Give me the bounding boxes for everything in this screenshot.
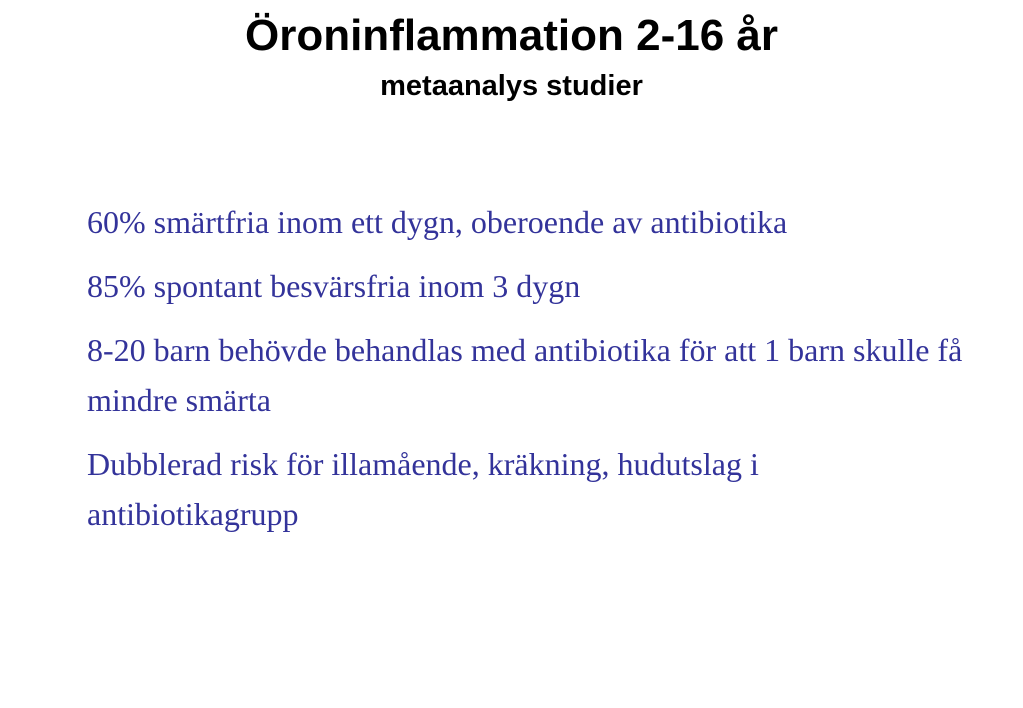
slide-subtitle: metaanalys studier <box>380 70 643 102</box>
bullet-list <box>87 197 967 553</box>
bullet-item: 60% smärtfria inom ett dygn, oberoende av antibiotika <box>87 204 788 240</box>
slide-title: Öroninflammation 2-16 år <box>244 11 778 60</box>
bullet-item: Dubblerad risk för illamående, kräkning, hudutslag i antibiotikagrupp <box>87 446 759 532</box>
bullet-item: 8-20 barn behövde behandlas med antibiotika för att 1 barn skulle få mindre smärta <box>87 332 963 418</box>
bullet-item: 85% spontant besvärsfria inom 3 dygn <box>87 268 581 304</box>
title-block <box>0 2 1023 106</box>
